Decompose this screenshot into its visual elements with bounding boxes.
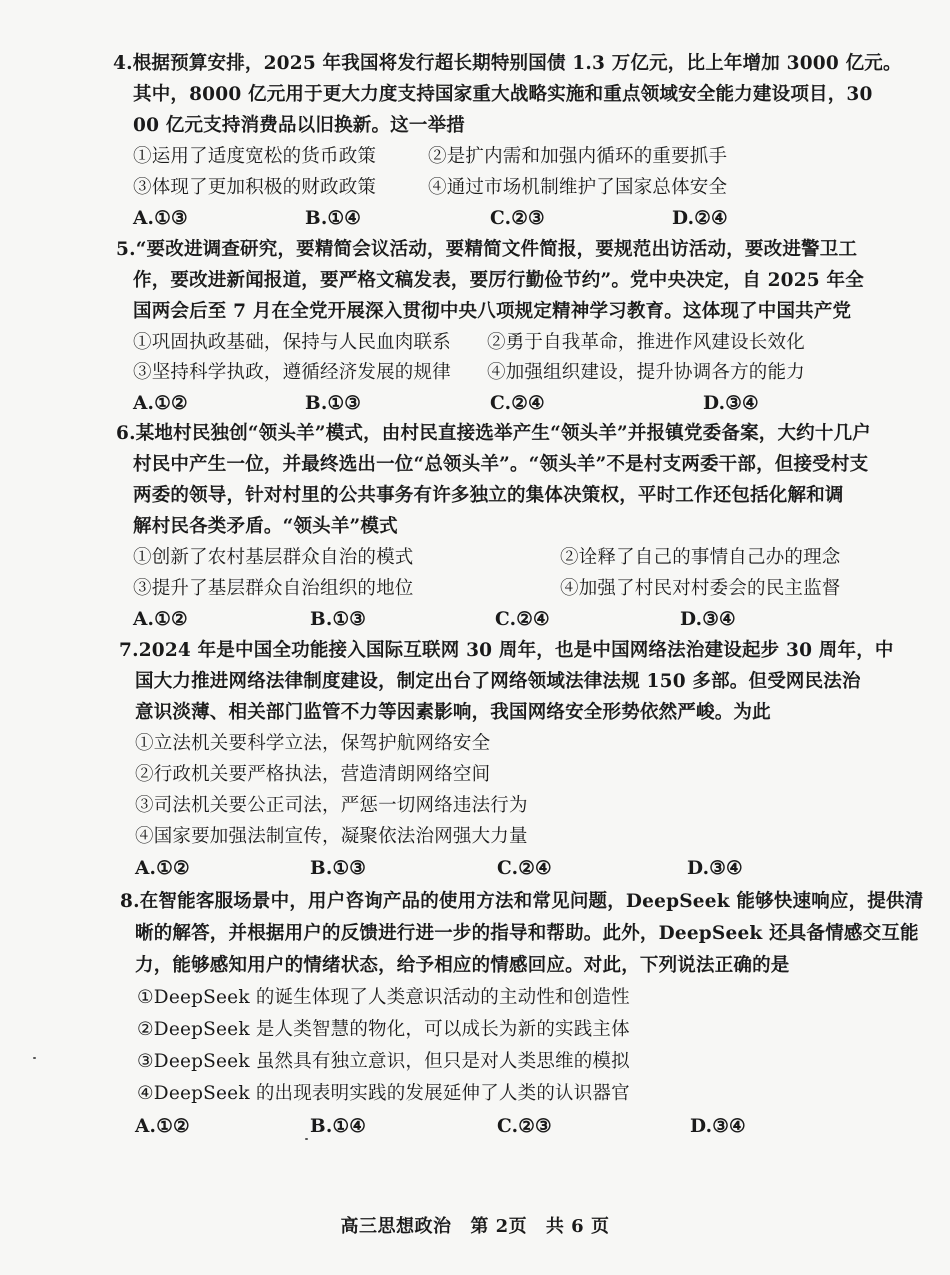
q8-choice-d: D.③④ (690, 1116, 746, 1137)
q4-stem-line-2: 其中，8000 亿元用于更大力度支持国家重大战略实施和重点领域安全能力建设项目，30 (133, 84, 873, 105)
q4-choice-d: D.②④ (672, 208, 728, 229)
q5-stem-line-3: 国两会后至 7 月在全党开展深入贯彻中央八项规定精神学习教育。这体现了中国共产党 (133, 301, 852, 322)
q7-stem-line-2: 国大力推进网络法律制度建设，制定出台了网络领域法律法规 150 多部。但受网民法治 (135, 671, 861, 692)
q4-statement-4: ④通过市场机制维护了国家总体安全 (428, 177, 728, 198)
q7-choice-c: C.②④ (497, 858, 552, 879)
q4-stem-line-1: 4.根据预算安排，2025 年我国将发行超长期特别国债 1.3 万亿元，比上年增加 3000 亿元。 (113, 53, 902, 74)
q4-choice-c: C.②③ (490, 208, 545, 229)
q7-stem-line-3: 意识淡薄、相关部门监管不力等因素影响，我国网络安全形势依然严峻。为此 (135, 702, 771, 723)
q4-stem-line-3: 00 亿元支持消费品以旧换新。这一举措 (133, 115, 465, 136)
q8-stem-line-3: 力，能够感知用户的情绪状态，给予相应的情感回应。对此，下列说法正确的是 (135, 955, 790, 976)
q6-stem-line-1: 6.某地村民独创“领头羊”模式，由村民直接选举产生“领头羊”并报镇党委备案，大约十几户 (116, 423, 871, 444)
q8-stem-line-2: 晰的解答，并根据用户的反馈进行进一步的指导和帮助。此外，DeepSeek 还具备情感交互能 (135, 923, 919, 944)
q8-statement-1: ①DeepSeek 的诞生体现了人类意识活动的主动性和创造性 (137, 987, 630, 1008)
q7-statement-1: ①立法机关要科学立法，保驾护航网络安全 (135, 733, 491, 754)
q5-stem-line-1: 5.“要改进调查研究，要精简会议活动，要精简文件简报，要规范出访活动，要改进警卫工 (116, 239, 858, 260)
q5-stem-line-2: 作，要改进新闻报道，要严格文稿发表，要厉行勤俭节约”。党中央决定，自 2025 年全 (133, 270, 864, 291)
q6-stem-line-4: 解村民各类矛盾。“领头羊”模式 (133, 516, 398, 537)
q8-statement-3: ③DeepSeek 虽然具有独立意识，但只是对人类思维的模拟 (137, 1051, 630, 1072)
q8-statement-4: ④DeepSeek 的出现表明实践的发展延伸了人类的认识器官 (137, 1083, 630, 1104)
q8-choice-b: B.①④ (310, 1116, 367, 1137)
q6-choice-d: D.③④ (680, 609, 736, 630)
q7-choice-a: A.①② (135, 858, 190, 879)
q5-choice-c: C.②④ (490, 393, 545, 414)
footer-page-number: 第 2页 (470, 1216, 528, 1237)
q6-statement-3: ③提升了基层群众自治组织的地位 (133, 578, 414, 599)
q6-statement-2: ②诠释了自己的事情自己办的理念 (560, 547, 841, 568)
q8-statement-2: ②DeepSeek 是人类智慧的物化，可以成长为新的实践主体 (137, 1019, 630, 1040)
q5-statement-4: ④加强组织建设，提升协调各方的能力 (487, 362, 805, 383)
q7-statement-2: ②行政机关要严格执法，营造清朗网络空间 (135, 764, 491, 785)
q6-choice-c: C.②④ (495, 609, 550, 630)
q7-choice-d: D.③④ (687, 858, 743, 879)
q7-statement-3: ③司法机关要公正司法，严惩一切网络违法行为 (135, 795, 528, 816)
q6-stem-line-3: 两委的领导，针对村里的公共事务有许多独立的集体决策权，平时工作还包括化解和调 (133, 485, 844, 506)
scan-speck (33, 1057, 36, 1059)
footer-subject: 高三思想政治 (340, 1216, 452, 1237)
q4-choice-a: A.①③ (133, 208, 188, 229)
q5-statement-3: ③坚持科学执政，遵循经济发展的规律 (133, 362, 451, 383)
q5-statement-1: ①巩固执政基础，保持与人民血肉联系 (133, 332, 451, 353)
q5-choice-b: B.①③ (305, 393, 362, 414)
footer-total-pages: 共 6 页 (545, 1216, 610, 1237)
q4-statement-1: ①运用了适度宽松的货币政策 (133, 146, 377, 167)
q5-choice-d: D.③④ (703, 393, 759, 414)
q7-statement-4: ④国家要加强法制宣传，凝聚依法治网强大力量 (135, 826, 528, 847)
q4-statement-2: ②是扩内需和加强内循环的重要抓手 (428, 146, 728, 167)
q6-choice-b: B.①③ (310, 609, 367, 630)
q8-choice-c: C.②③ (497, 1116, 552, 1137)
page-footer (0, 1212, 950, 1238)
q4-statement-3: ③体现了更加积极的财政政策 (133, 177, 377, 198)
q8-stem-line-1: 8.在智能客服场景中，用户咨询产品的使用方法和常见问题，DeepSeek 能够快速响应，提供清 (120, 891, 924, 912)
q7-stem-line-1: 7.2024 年是中国全功能接入国际互联网 30 周年，也是中国网络法治建设起步 30 周年，中 (119, 640, 894, 661)
q8-choice-a: A.①② (135, 1116, 190, 1137)
q6-statement-1: ①创新了农村基层群众自治的模式 (133, 547, 414, 568)
q7-choice-b: B.①③ (310, 858, 367, 879)
q5-statement-2: ②勇于自我革命，推进作风建设长效化 (487, 332, 805, 353)
q4-choice-b: B.①④ (305, 208, 362, 229)
q6-statement-4: ④加强了村民对村委会的民主监督 (560, 578, 841, 599)
scan-speck (305, 1138, 308, 1140)
q6-stem-line-2: 村民中产生一位，并最终选出一位“总领头羊”。“领头羊”不是村支两委干部，但接受村支 (133, 454, 869, 475)
q5-choice-a: A.①② (133, 393, 188, 414)
q6-choice-a: A.①② (133, 609, 188, 630)
